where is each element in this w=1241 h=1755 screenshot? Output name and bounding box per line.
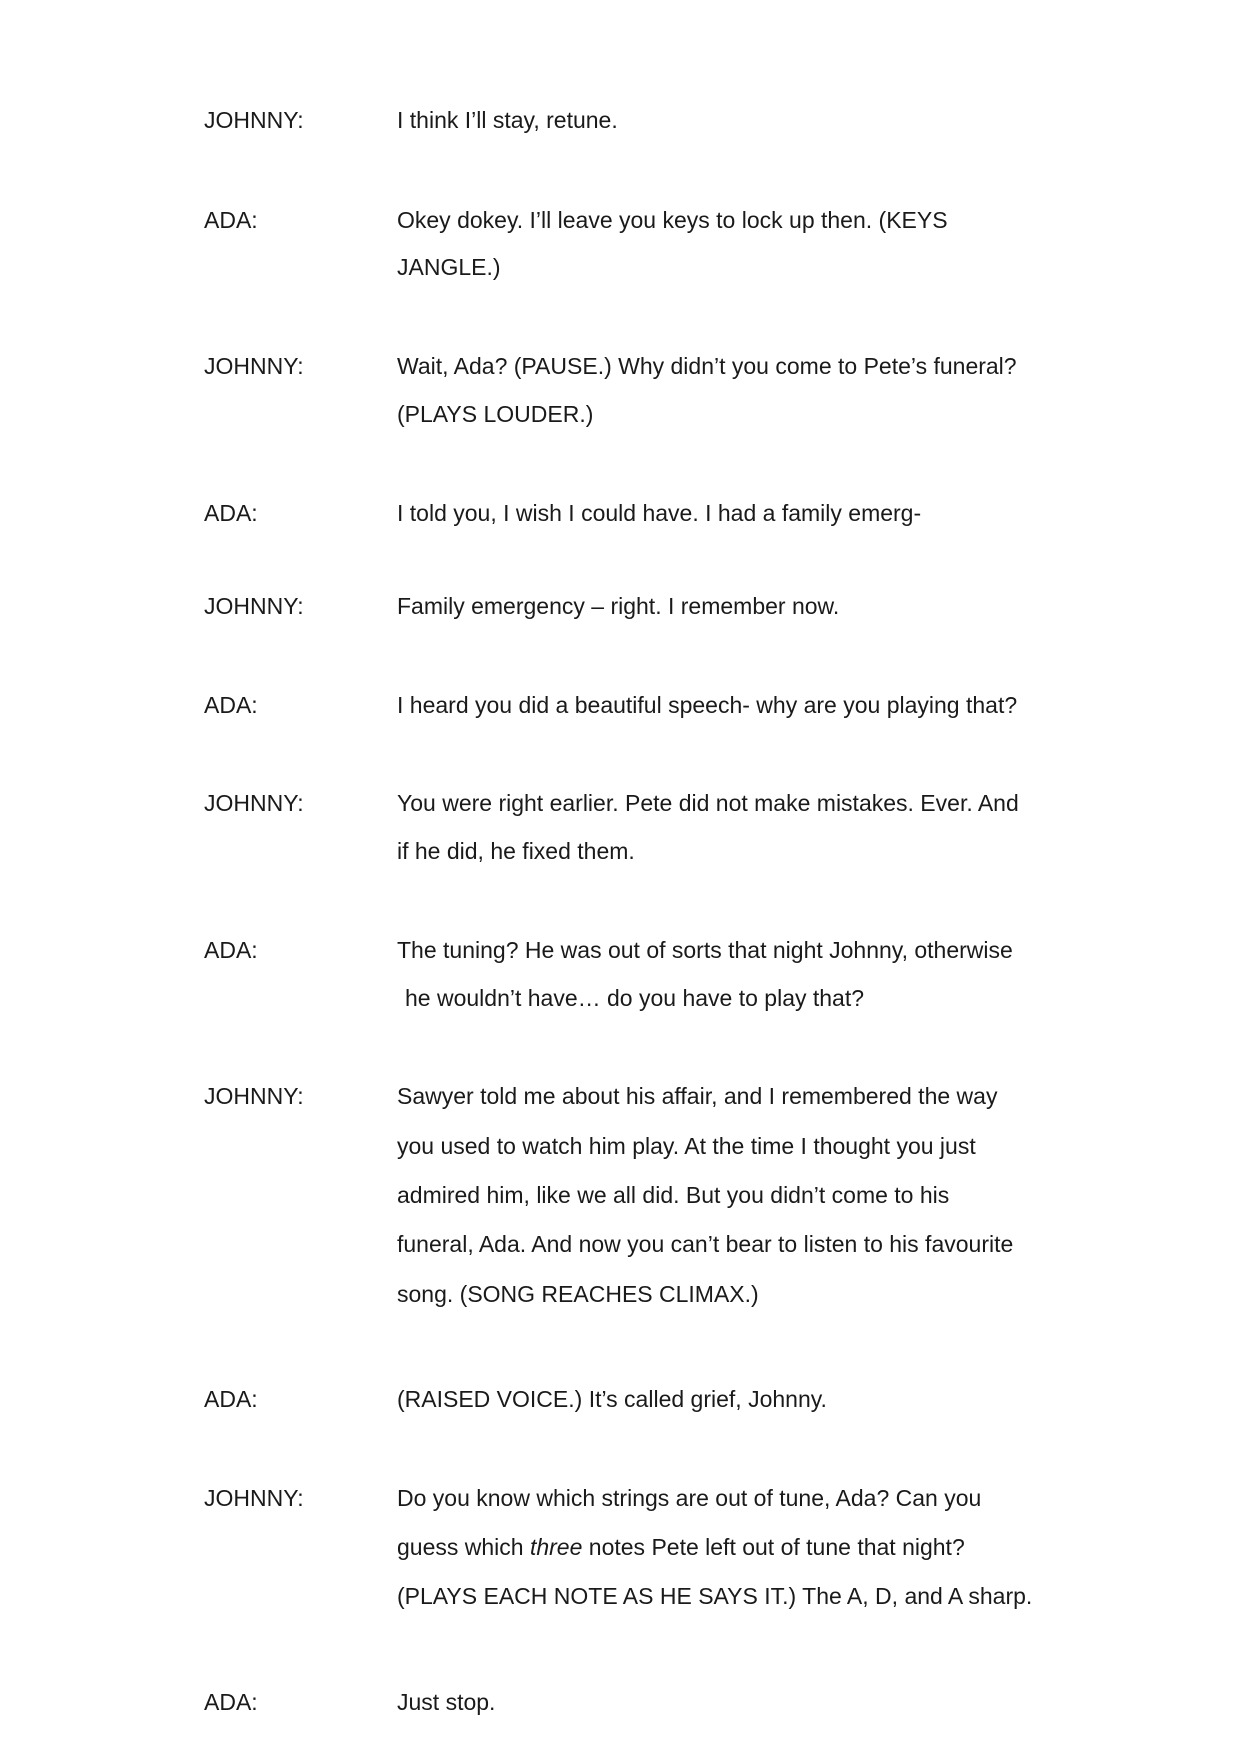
dialogue-line: Family emergency – right. I remember now. bbox=[397, 593, 840, 619]
dialogue-line: (RAISED VOICE.) It’s called grief, Johnny. bbox=[397, 1386, 827, 1412]
speaker-name: JOHNNY: bbox=[204, 107, 304, 133]
emphasis-word: three bbox=[529, 1534, 583, 1560]
dialogue-line: admired him, like we all did. But you didn’t come to his bbox=[397, 1182, 950, 1208]
speaker-name: ADA: bbox=[204, 937, 258, 963]
dialogue-line: The tuning? He was out of sorts that night Johnny, otherwise bbox=[397, 937, 1013, 963]
dialogue-line bbox=[397, 1532, 965, 1562]
dialogue-line: I think I’ll stay, retune. bbox=[397, 107, 618, 133]
dialogue-line: Wait, Ada? (PAUSE.) Why didn’t you come to Pete’s funeral? bbox=[397, 353, 1017, 379]
speaker-name: JOHNNY: bbox=[204, 1083, 304, 1109]
dialogue-line: I told you, I wish I could have. I had a family emerg- bbox=[397, 500, 922, 526]
dialogue-line: Just stop. bbox=[397, 1689, 496, 1715]
speaker-name: ADA: bbox=[204, 1386, 258, 1412]
speaker-name: ADA: bbox=[204, 500, 258, 526]
speaker-name: JOHNNY: bbox=[204, 353, 304, 379]
speaker-name: JOHNNY: bbox=[204, 1485, 304, 1511]
dialogue-line: if he did, he fixed them. bbox=[397, 838, 635, 864]
dialogue-line: you used to watch him play. At the time I thought you just bbox=[397, 1133, 976, 1159]
dialogue-line: funeral, Ada. And now you can’t bear to listen to his favourite bbox=[397, 1231, 1014, 1257]
speaker-name: ADA: bbox=[204, 692, 258, 718]
dialogue-line: he wouldn’t have… do you have to play that? bbox=[405, 985, 865, 1011]
dialogue-line: Sawyer told me about his affair, and I remembered the way bbox=[397, 1083, 998, 1109]
speaker-name: JOHNNY: bbox=[204, 593, 304, 619]
dialogue-line: (PLAYS EACH NOTE AS HE SAYS IT.) The A, D, and A sharp. bbox=[397, 1583, 1033, 1609]
dialogue-line: Do you know which strings are out of tune, Ada? Can you bbox=[397, 1485, 982, 1511]
dialogue-line: You were right earlier. Pete did not make mistakes. Ever. And bbox=[397, 790, 1019, 816]
dialogue-line: I heard you did a beautiful speech- why are you playing that? bbox=[397, 692, 1018, 718]
dialogue-segment: notes Pete left out of tune that night? bbox=[582, 1534, 965, 1560]
dialogue-line: song. (SONG REACHES CLIMAX.) bbox=[397, 1281, 759, 1307]
dialogue-line: (PLAYS LOUDER.) bbox=[397, 401, 594, 427]
speaker-name: ADA: bbox=[204, 207, 258, 233]
dialogue-segment: guess which bbox=[397, 1534, 530, 1560]
dialogue-line: JANGLE.) bbox=[397, 254, 501, 280]
speaker-name: ADA: bbox=[204, 1689, 258, 1715]
dialogue-line: Okey dokey. I’ll leave you keys to lock up then. (KEYS bbox=[397, 207, 948, 233]
speaker-name: JOHNNY: bbox=[204, 790, 304, 816]
